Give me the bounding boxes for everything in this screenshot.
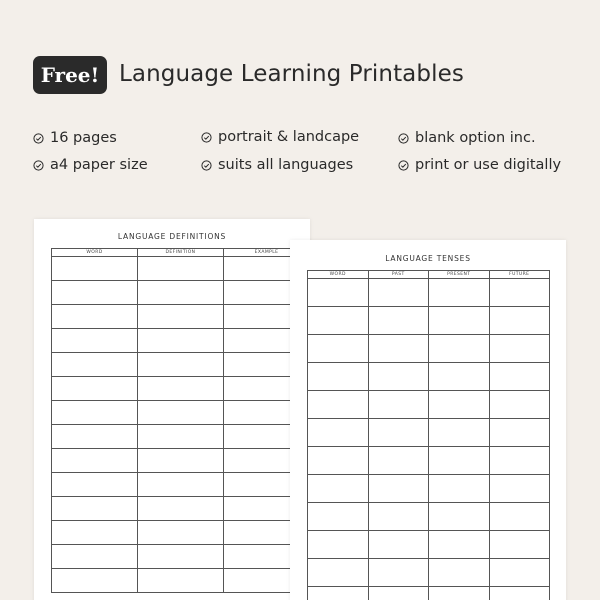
table-cell xyxy=(489,447,550,475)
column-header: PRESENT xyxy=(429,271,490,279)
table-cell xyxy=(138,497,224,521)
table-row xyxy=(52,473,310,497)
table-cell xyxy=(308,363,369,391)
table-cell xyxy=(138,569,224,593)
table-row xyxy=(308,279,550,307)
table-row xyxy=(52,497,310,521)
table-cell xyxy=(138,401,224,425)
table-cell xyxy=(429,587,490,600)
table-cell xyxy=(308,475,369,503)
table-cell xyxy=(52,545,138,569)
feature-item xyxy=(33,157,148,173)
table-row xyxy=(308,559,550,587)
check-circle-icon xyxy=(201,160,212,171)
table-cell xyxy=(489,531,550,559)
table-cell xyxy=(52,401,138,425)
table-cell xyxy=(138,425,224,449)
feature-item xyxy=(398,157,561,173)
table-cell xyxy=(52,569,138,593)
table-row xyxy=(308,307,550,335)
table-row xyxy=(52,353,310,377)
table-cell xyxy=(429,503,490,531)
table-cell xyxy=(52,329,138,353)
table-cell xyxy=(52,449,138,473)
table-cell xyxy=(308,559,369,587)
table-cell xyxy=(368,559,429,587)
feature-item xyxy=(201,129,359,145)
table-cell xyxy=(52,521,138,545)
feature-label: portrait & landcape xyxy=(218,129,360,145)
table-cell xyxy=(138,329,224,353)
table-cell xyxy=(429,307,490,335)
table-cell xyxy=(52,377,138,401)
table-cell xyxy=(138,473,224,497)
table-cell xyxy=(489,279,550,307)
table-row xyxy=(52,569,310,593)
feature-label: 16 pages xyxy=(50,130,117,146)
table-cell xyxy=(52,305,138,329)
feature-label: a4 paper size xyxy=(50,157,148,173)
table-cell xyxy=(368,503,429,531)
table-cell xyxy=(489,335,550,363)
definitions-sheet xyxy=(34,219,310,600)
table-cell xyxy=(429,363,490,391)
table-row xyxy=(308,419,550,447)
table-cell xyxy=(52,281,138,305)
table-row xyxy=(52,425,310,449)
table-cell xyxy=(138,545,224,569)
table-cell xyxy=(368,335,429,363)
table-cell xyxy=(429,335,490,363)
definitions-table xyxy=(51,248,310,593)
table-cell xyxy=(489,503,550,531)
check-circle-icon xyxy=(33,160,44,171)
table-cell xyxy=(52,497,138,521)
table-cell xyxy=(308,279,369,307)
table-cell xyxy=(138,353,224,377)
column-header: FUTURE xyxy=(489,271,550,279)
table-header-row xyxy=(308,271,550,279)
table-cell xyxy=(368,531,429,559)
table-cell xyxy=(52,473,138,497)
column-header: DEFINITION xyxy=(138,249,224,257)
table-cell xyxy=(429,559,490,587)
table-cell xyxy=(368,587,429,600)
table-cell xyxy=(429,419,490,447)
sheet-title: LANGUAGE DEFINITIONS xyxy=(117,232,227,241)
table-cell xyxy=(138,449,224,473)
feature-item xyxy=(201,157,353,173)
table-row xyxy=(308,391,550,419)
table-cell xyxy=(308,419,369,447)
table-row xyxy=(308,335,550,363)
check-circle-icon xyxy=(398,160,409,171)
table-cell xyxy=(308,447,369,475)
sheet-title: LANGUAGE TENSES xyxy=(385,254,471,263)
table-cell xyxy=(52,257,138,281)
check-circle-icon xyxy=(398,133,409,144)
table-cell xyxy=(308,587,369,600)
feature-item xyxy=(398,130,536,146)
table-cell xyxy=(138,377,224,401)
table-cell xyxy=(489,587,550,600)
table-cell xyxy=(308,503,369,531)
table-row xyxy=(52,257,310,281)
table-cell xyxy=(368,419,429,447)
table-row xyxy=(308,531,550,559)
table-cell xyxy=(52,353,138,377)
table-cell xyxy=(489,559,550,587)
column-header: EXAMPLE xyxy=(224,249,310,257)
table-cell xyxy=(429,475,490,503)
table-cell xyxy=(368,279,429,307)
table-cell xyxy=(489,475,550,503)
check-circle-icon xyxy=(33,133,44,144)
table-cell xyxy=(308,531,369,559)
column-header: WORD xyxy=(308,271,369,279)
feature-label: print or use digitally xyxy=(415,157,562,173)
table-row xyxy=(308,475,550,503)
table-cell xyxy=(489,419,550,447)
table-row xyxy=(52,545,310,569)
table-cell xyxy=(368,475,429,503)
table-header-row xyxy=(52,249,310,257)
table-row xyxy=(308,503,550,531)
table-row xyxy=(52,401,310,425)
tenses-sheet xyxy=(290,240,566,600)
table-row xyxy=(52,281,310,305)
table-row xyxy=(308,587,550,600)
column-header: PAST xyxy=(368,271,429,279)
table-cell xyxy=(138,257,224,281)
table-row xyxy=(52,377,310,401)
table-cell xyxy=(308,335,369,363)
table-cell xyxy=(368,447,429,475)
table-cell xyxy=(52,425,138,449)
feature-item xyxy=(33,130,117,146)
page-title: Language Learning Printables xyxy=(119,61,464,87)
table-cell xyxy=(429,279,490,307)
table-row xyxy=(52,329,310,353)
table-cell xyxy=(368,307,429,335)
table-cell xyxy=(138,305,224,329)
column-header: WORD xyxy=(52,249,138,257)
table-row xyxy=(308,363,550,391)
feature-label: blank option inc. xyxy=(415,130,536,146)
table-cell xyxy=(489,391,550,419)
table-cell xyxy=(138,521,224,545)
free-badge: Free! xyxy=(33,56,107,94)
table-cell xyxy=(489,307,550,335)
table-cell xyxy=(489,363,550,391)
table-cell xyxy=(308,307,369,335)
table-row xyxy=(52,305,310,329)
table-cell xyxy=(138,281,224,305)
table-row xyxy=(52,449,310,473)
table-cell xyxy=(429,447,490,475)
feature-label: suits all languages xyxy=(218,157,354,173)
table-cell xyxy=(429,531,490,559)
table-cell xyxy=(429,391,490,419)
table-cell xyxy=(368,363,429,391)
tenses-table xyxy=(307,270,550,600)
table-row xyxy=(52,521,310,545)
table-row xyxy=(308,447,550,475)
table-cell xyxy=(308,391,369,419)
check-circle-icon xyxy=(201,132,212,143)
table-cell xyxy=(368,391,429,419)
